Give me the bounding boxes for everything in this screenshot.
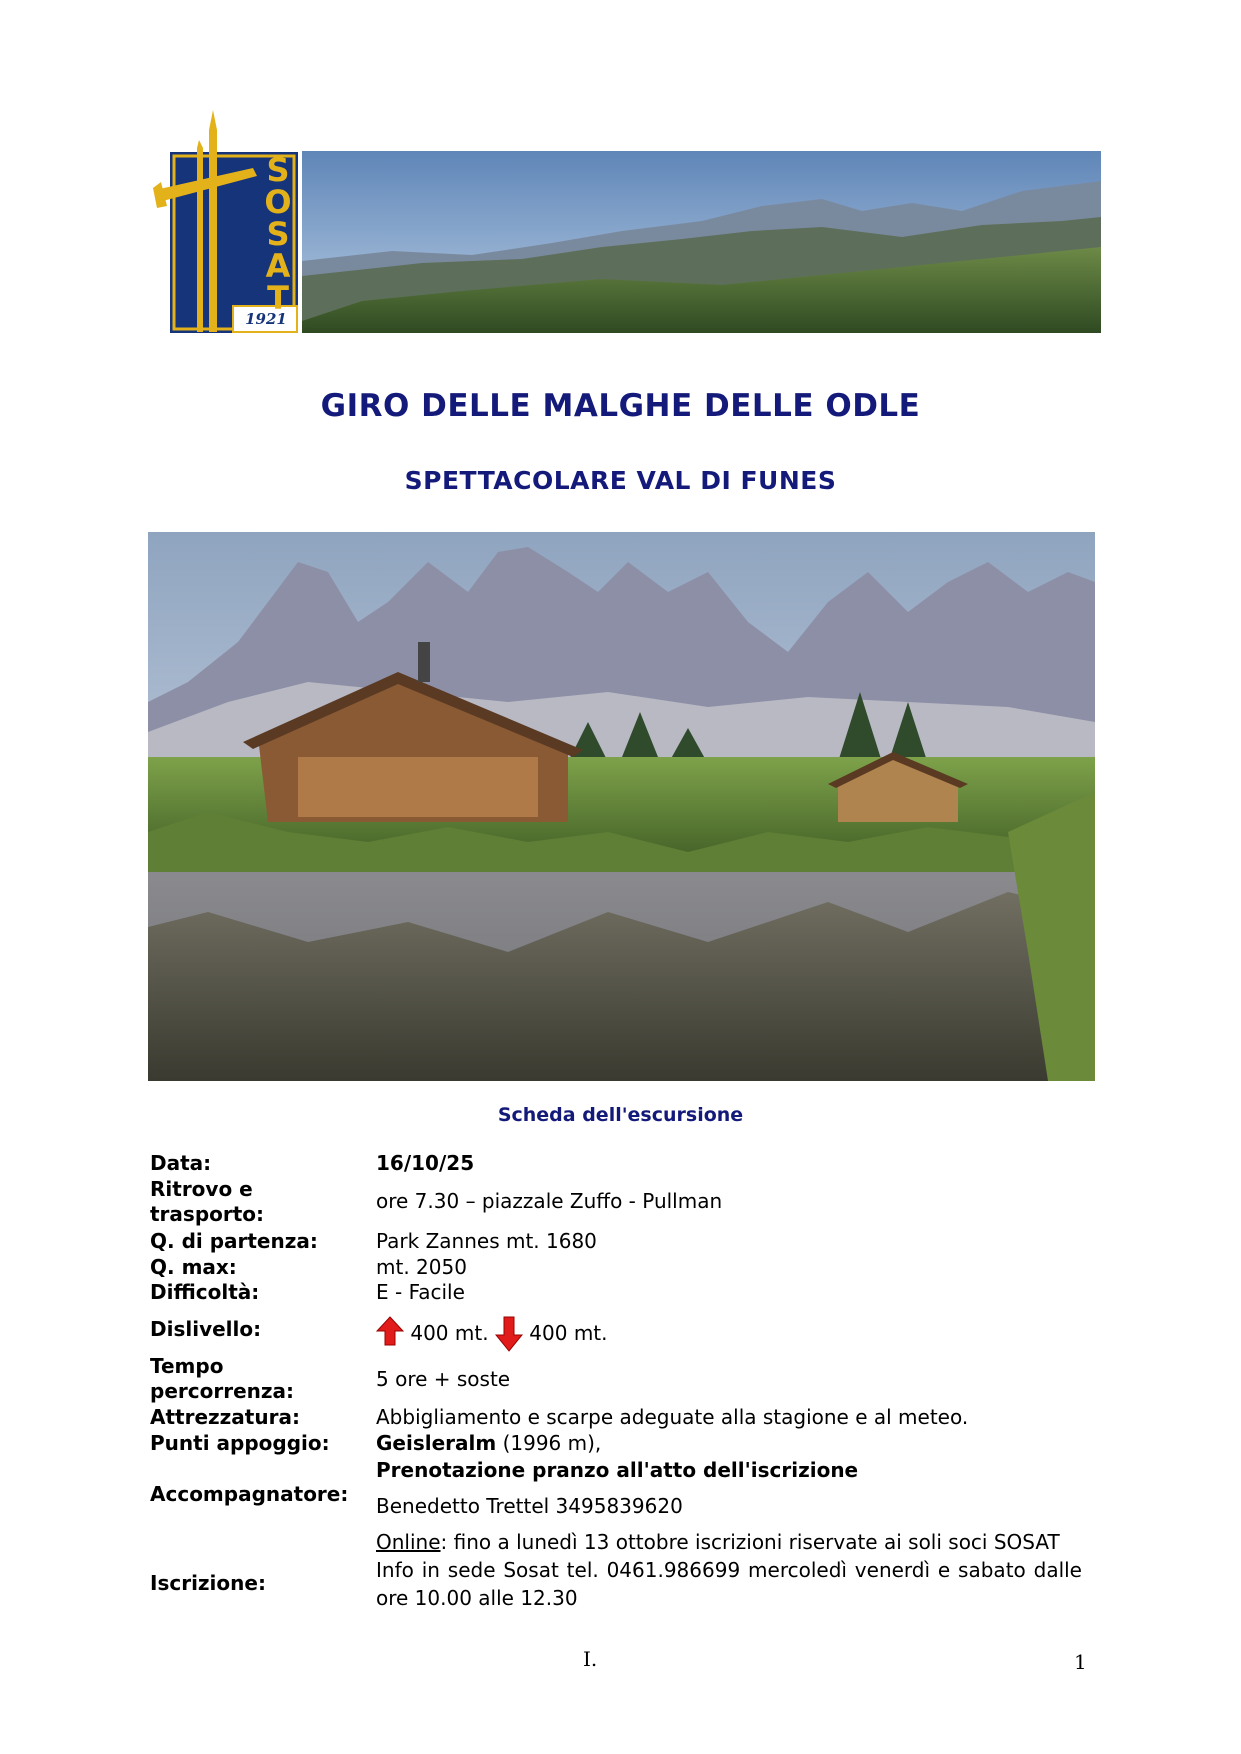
value-data: 16/10/25 — [376, 1151, 475, 1175]
value-attrezzatura: Abbigliamento e scarpe adeguate alla stagione e al meteo. — [376, 1405, 969, 1429]
label-ritrovo-line2: trasporto: — [150, 1202, 265, 1226]
label-ritrovo-line1: Ritrovo e — [150, 1177, 253, 1201]
red-up-arrow-icon — [376, 1316, 404, 1346]
value-partenza: Park Zannes mt. 1680 — [376, 1229, 597, 1253]
value-punti — [376, 1430, 1081, 1456]
logo-wordmark: SOSAT — [264, 151, 292, 317]
label-attrezzatura: Attrezzatura: — [150, 1405, 300, 1429]
online-link[interactable]: Online — [376, 1530, 441, 1554]
logo-year: 1921 — [245, 310, 287, 328]
value-ritrovo: ore 7.30 – piazzale Zuffo - Pullman — [376, 1189, 723, 1213]
value-accompagnatore: Benedetto Trettel 3495839620 — [376, 1494, 683, 1518]
label-iscrizione: Iscrizione: — [150, 1571, 266, 1595]
label-tempo-line2: percorrenza: — [150, 1379, 295, 1403]
support-place: Geisleralm — [376, 1431, 497, 1455]
support-place-altitude: (1996 m), — [496, 1431, 602, 1455]
page-number: 1 — [1074, 1650, 1087, 1674]
descent-value: 400 mt. — [529, 1321, 608, 1345]
lunch-booking-note: Prenotazione pranzo all'atto dell'iscrizione — [376, 1458, 859, 1482]
label-difficolta: Difficoltà: — [150, 1280, 260, 1304]
ascent-value: 400 mt. — [410, 1321, 489, 1345]
online-text: : fino a lunedì 13 ottobre iscrizioni riservate ai soli soci SOSAT — [440, 1530, 1060, 1554]
section-marker: I. — [583, 1647, 598, 1671]
office-info-text: Info in sede Sosat tel. 0461.986699 mercoledì venerdì e sabato dalle ore 10.00 alle 12.30 — [376, 1558, 1082, 1610]
red-down-arrow-icon — [495, 1316, 523, 1352]
excursion-sheet-caption: Scheda dell'escursione — [497, 1104, 744, 1126]
label-tempo-line1: Tempo — [150, 1354, 224, 1378]
header-banner — [153, 110, 1101, 336]
value-difficolta: E - Facile — [376, 1280, 465, 1304]
value-qmax: mt. 2050 — [376, 1255, 467, 1279]
label-accompagnatore: Accompagnatore: — [150, 1482, 349, 1506]
label-dislivello: Dislivello: — [150, 1317, 262, 1341]
page-title: GIRO DELLE MALGHE DELLE ODLE — [320, 388, 921, 424]
value-tempo: 5 ore + soste — [376, 1367, 511, 1391]
page-subtitle: SPETTACOLARE VAL DI FUNES — [404, 466, 837, 495]
label-data: Data: — [150, 1151, 212, 1175]
label-partenza: Q. di partenza: — [150, 1229, 318, 1253]
label-qmax: Q. max: — [150, 1255, 237, 1279]
alpine-hut-photo — [148, 532, 1095, 1081]
mountain-banner-image — [302, 151, 1101, 333]
label-punti: Punti appoggio: — [150, 1431, 330, 1455]
value-dislivello — [376, 1316, 1081, 1352]
value-iscrizione — [376, 1528, 1082, 1612]
